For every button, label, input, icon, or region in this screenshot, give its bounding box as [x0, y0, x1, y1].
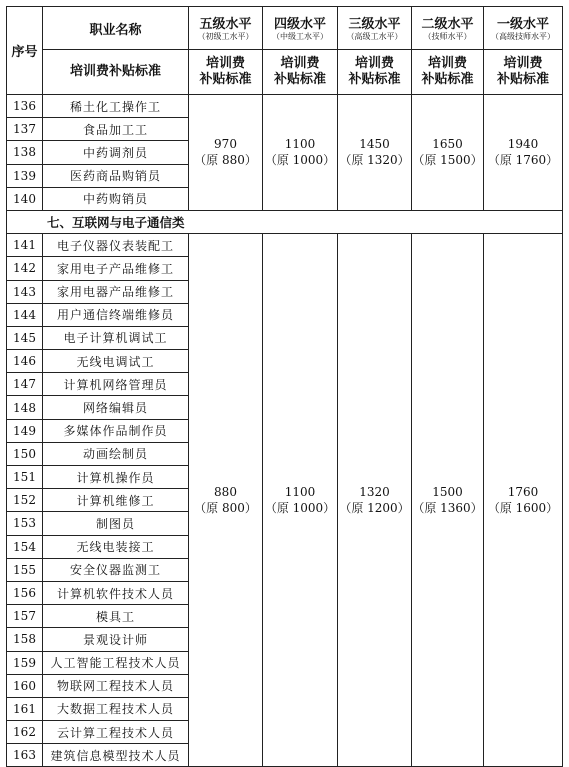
level-5-sub: 培训费 补贴标准: [189, 50, 263, 95]
level-4-sub: 培训费 补贴标准: [263, 50, 338, 95]
row-seq: 157: [7, 605, 43, 628]
occupation-name: 计算机软件技术人员: [43, 581, 189, 604]
row-seq: 146: [7, 350, 43, 373]
level-3-sub: 培训费 补贴标准: [338, 50, 412, 95]
occupation-name: 计算机操作员: [43, 466, 189, 489]
seq-header: 序号: [7, 7, 43, 95]
occupation-name: 电子仪器仪表装配工: [43, 234, 189, 257]
row-seq: 160: [7, 674, 43, 697]
subsidy-amount: 1320: [359, 485, 390, 500]
level-note: （初级工水平）: [197, 31, 254, 41]
row-seq: 156: [7, 581, 43, 604]
subsidy-value-cell: [484, 95, 563, 211]
row-seq: 145: [7, 326, 43, 349]
level-note: （高级工水平）: [346, 31, 403, 41]
subsidy-value-cell: [484, 234, 563, 767]
row-seq: 141: [7, 234, 43, 257]
row-seq: 155: [7, 558, 43, 581]
row-seq: 163: [7, 744, 43, 767]
row-seq: 158: [7, 628, 43, 651]
occupation-name: 计算机网络管理员: [43, 373, 189, 396]
original-amount: （原 1760）: [487, 153, 559, 168]
level-1-header: [484, 7, 563, 50]
row-seq: 151: [7, 466, 43, 489]
table-row: [7, 95, 563, 118]
subsidy-value-cell: [263, 234, 338, 767]
row-seq: 136: [7, 95, 43, 118]
row-seq: 159: [7, 651, 43, 674]
level-note: （高级技师水平）: [491, 31, 555, 41]
subsidy-value-cell: [189, 234, 263, 767]
occupation-name: 医药商品购销员: [43, 164, 189, 187]
original-amount: （原 1000）: [264, 501, 336, 516]
occupation-name: 动画绘制员: [43, 442, 189, 465]
subsidy-amount: 1100: [284, 137, 316, 152]
row-seq: 144: [7, 303, 43, 326]
row-seq: 143: [7, 280, 43, 303]
level-note: （技师水平）: [423, 31, 472, 41]
occupation-name: 网络编辑员: [43, 396, 189, 419]
level-title: 二级水平: [421, 16, 474, 32]
level-1-sub: 培训费 补贴标准: [484, 50, 563, 95]
occupation-name: 无线电调试工: [43, 350, 189, 373]
original-amount: （原 1600）: [487, 501, 559, 516]
row-seq: 137: [7, 118, 43, 141]
occupation-name-header: 职业名称: [43, 7, 189, 50]
occupation-name: 多媒体作品制作员: [43, 419, 189, 442]
level-2-header: [412, 7, 484, 50]
subsidy-amount: 1650: [432, 137, 463, 152]
occupation-name: 计算机维修工: [43, 489, 189, 512]
row-seq: 142: [7, 257, 43, 280]
subsidy-amount: 970: [214, 137, 237, 152]
row-seq: 150: [7, 442, 43, 465]
occupation-name: 家用电子产品维修工: [43, 257, 189, 280]
section-row: [7, 210, 563, 233]
row-seq: 154: [7, 535, 43, 558]
occupation-name: 家用电器产品维修工: [43, 280, 189, 303]
level-3-header: [338, 7, 412, 50]
occupation-name: 物联网工程技术人员: [43, 674, 189, 697]
occupation-name: 中药调剂员: [43, 141, 189, 164]
level-title: 四级水平: [273, 16, 326, 32]
level-title: 一级水平: [496, 16, 549, 32]
original-amount: （原 1200）: [339, 501, 410, 516]
occupation-name: 安全仪器监测工: [43, 558, 189, 581]
subsidy-value-cell: [412, 234, 484, 767]
occupation-name: 建筑信息模型技术人员: [43, 744, 189, 767]
subsidy-amount: 1760: [507, 485, 539, 500]
occupation-name: 云计算工程技术人员: [43, 721, 189, 744]
subsidy-value-cell: [338, 234, 412, 767]
subsidy-value-cell: [338, 95, 412, 211]
occupation-name: 制图员: [43, 512, 189, 535]
subsidy-amount: 1500: [432, 485, 463, 500]
row-seq: 152: [7, 489, 43, 512]
section-title: 七、互联网与电子通信类: [7, 210, 563, 233]
subsidy-value-cell: [412, 95, 484, 211]
level-title: 五级水平: [199, 16, 252, 32]
occupation-name: 用户通信终端维修员: [43, 303, 189, 326]
row-seq: 148: [7, 396, 43, 419]
row-seq: 140: [7, 187, 43, 210]
row-seq: 149: [7, 419, 43, 442]
original-amount: （原 1500）: [412, 153, 483, 168]
subsidy-amount: 1100: [284, 485, 316, 500]
level-note: （中级工水平）: [272, 31, 328, 41]
original-amount: （原 1000）: [264, 153, 336, 168]
row-seq: 147: [7, 373, 43, 396]
original-amount: （原 1360）: [412, 501, 483, 516]
subsidy-amount: 1450: [359, 137, 390, 152]
level-5-header: [189, 7, 263, 50]
occupation-name: 中药购销员: [43, 187, 189, 210]
subsidy-table: [6, 6, 563, 767]
occupation-name: 景观设计师: [43, 628, 189, 651]
occupation-name: 无线电装接工: [43, 535, 189, 558]
row-seq: 161: [7, 697, 43, 720]
level-title: 三级水平: [348, 16, 401, 32]
occupation-name: 人工智能工程技术人员: [43, 651, 189, 674]
table-row: [7, 234, 563, 257]
original-amount: （原 800）: [194, 501, 257, 516]
subsidy-amount: 880: [214, 485, 237, 500]
row-seq: 153: [7, 512, 43, 535]
subsidy-amount: 1940: [507, 137, 539, 152]
subsidy-value-cell: [189, 95, 263, 211]
standard-header: 培训费补贴标准: [43, 50, 189, 95]
original-amount: （原 880）: [194, 153, 257, 168]
occupation-name: 电子计算机调试工: [43, 326, 189, 349]
level-2-sub: 培训费 补贴标准: [412, 50, 484, 95]
row-seq: 139: [7, 164, 43, 187]
level-4-header: [263, 7, 338, 50]
row-seq: 138: [7, 141, 43, 164]
occupation-name: 食品加工工: [43, 118, 189, 141]
original-amount: （原 1320）: [339, 153, 410, 168]
occupation-name: 稀土化工操作工: [43, 95, 189, 118]
subsidy-value-cell: [263, 95, 338, 211]
occupation-name: 大数据工程技术人员: [43, 697, 189, 720]
row-seq: 162: [7, 721, 43, 744]
occupation-name: 模具工: [43, 605, 189, 628]
